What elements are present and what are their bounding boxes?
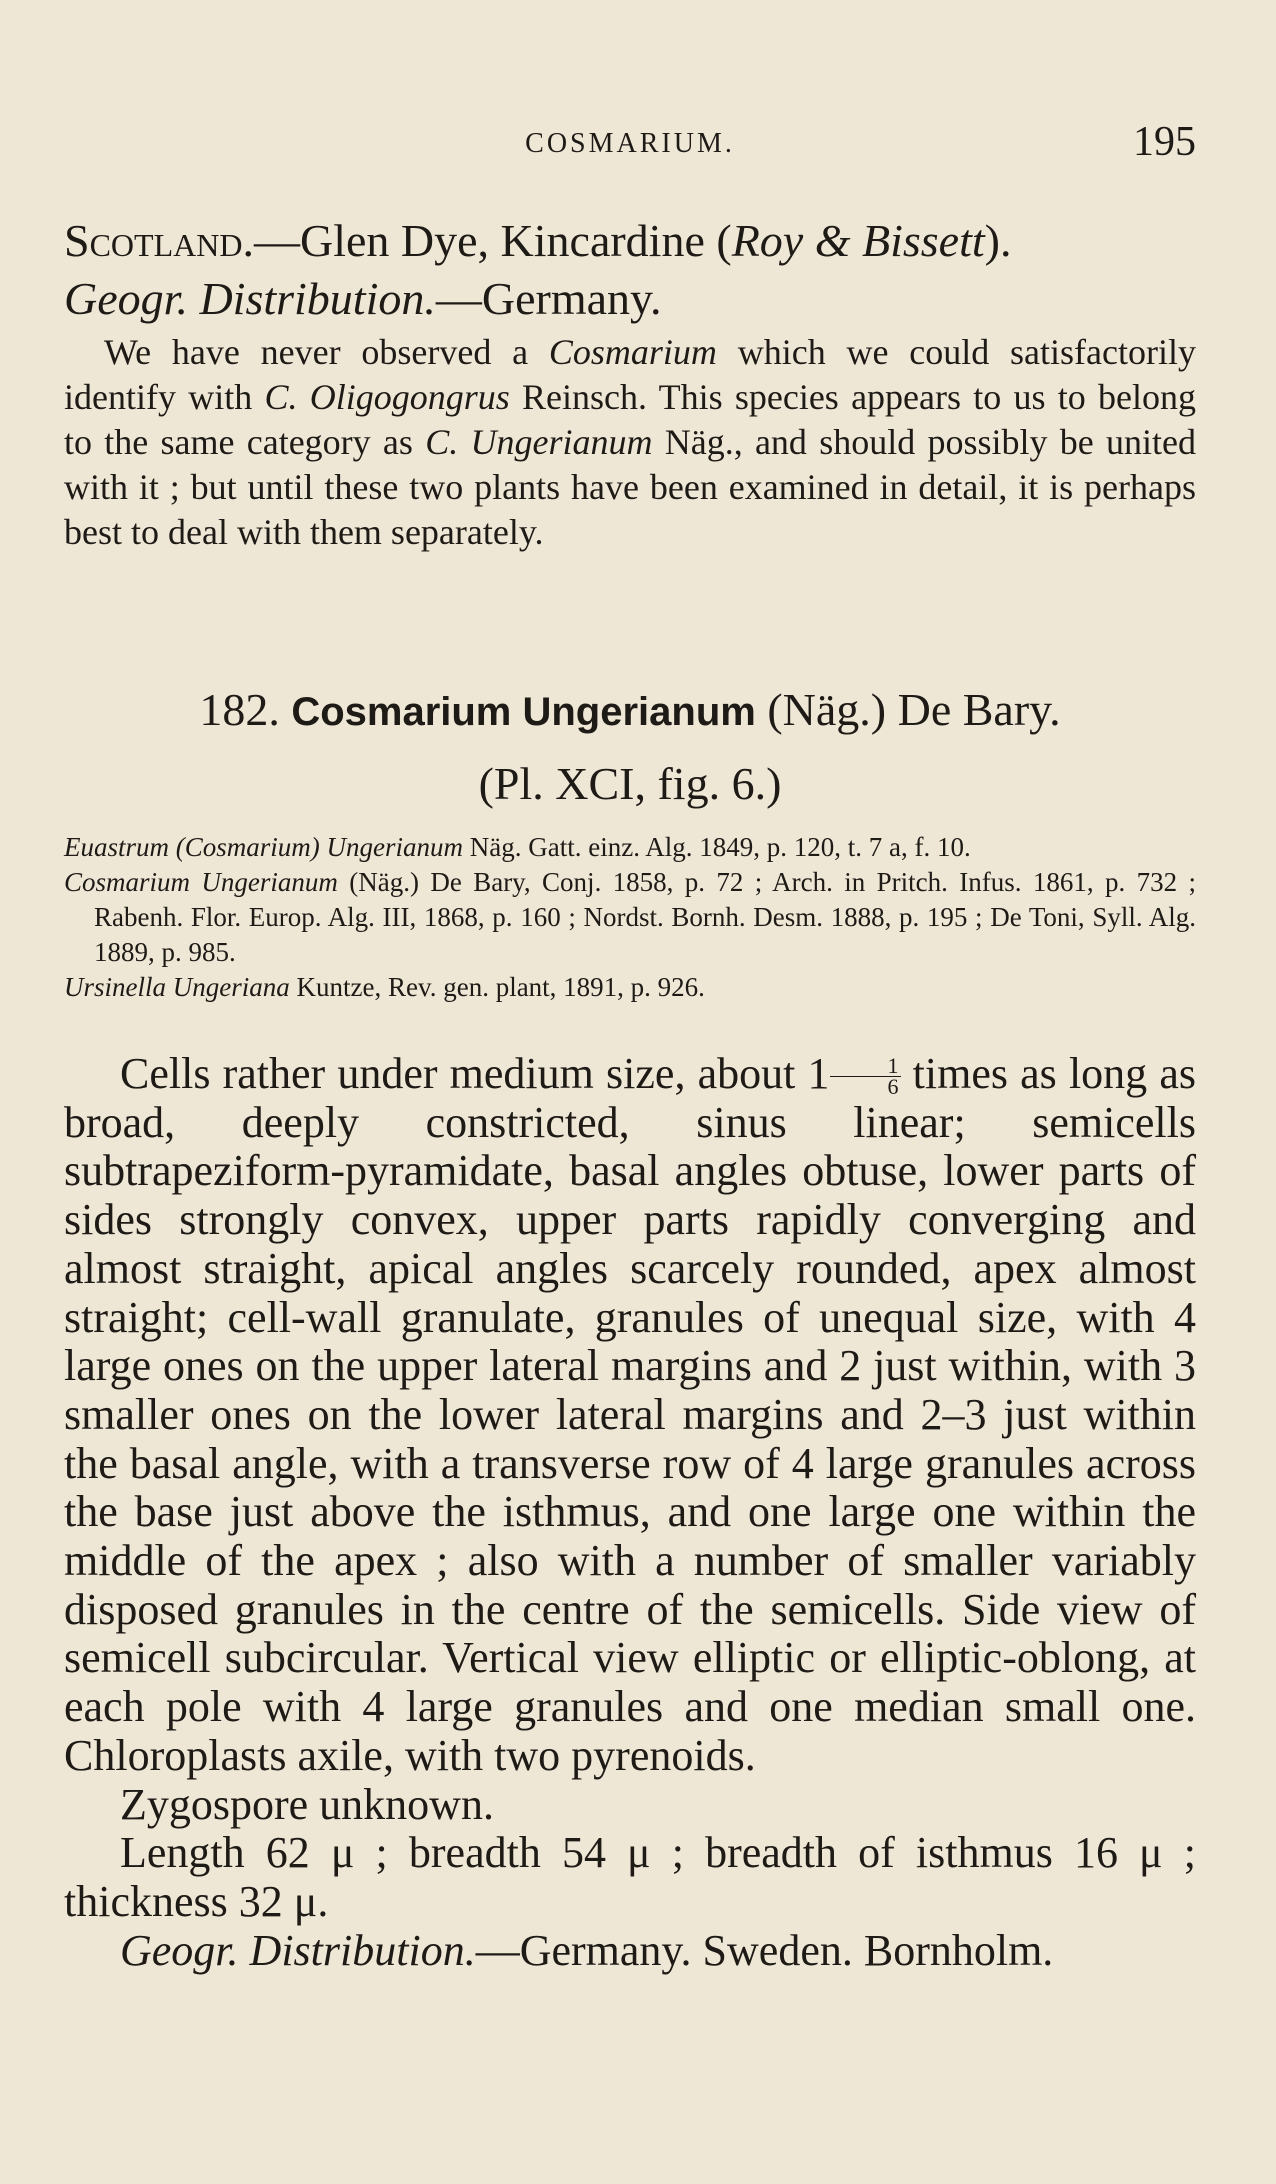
note-text: Reinsch. This species appears to us to belong to the same category as xyxy=(64,377,1196,462)
note-text: We have never observed a xyxy=(104,332,549,372)
species-heading xyxy=(64,678,1196,744)
page-number: 195 xyxy=(1133,119,1196,165)
description-text: Cells rather under medium size, about 1 xyxy=(120,1049,830,1098)
plate-reference: (Pl. XCI, fig. 6.) xyxy=(478,758,782,809)
locality-label: Scotland. xyxy=(64,215,254,266)
measurements-line: Length 62 μ ; breadth 54 μ ; breadth of isthmus 16 μ ; thickness 32 μ. xyxy=(64,1828,1196,1926)
locality-close: ). xyxy=(984,215,1012,266)
synonym-name: Cosmarium Ungerianum xyxy=(64,867,338,897)
species-description xyxy=(64,1050,1196,1975)
locality-authors: Roy & Bissett xyxy=(731,215,985,266)
note-italic: C. Oligogongrus xyxy=(264,377,510,417)
note-text: Näg., and should possibly be united with it ; but until these two plants have been examined in detail, it is perhaps best to deal with them separately. xyxy=(64,422,1196,552)
distribution-line xyxy=(64,270,1196,328)
note-text: which we could satisfactorily identify with xyxy=(64,332,1196,417)
synonym-ref: Kuntze, Rev. gen. plant, 1891, p. 926. xyxy=(289,972,705,1002)
synonym-ref: Näg. Gatt. einz. Alg. 1849, p. 120, t. 7 a, f. 10. xyxy=(463,832,971,862)
description-text: times as long as broad, deeply constricted, sinus linear; semicells subtrapeziform-pyramidate, basal angles obtuse, lower parts of sides strongly convex, upper parts rapidly converging and almost straight, apical angles scarcely rounded, apex almost straight; cell-wall granulate, granules of unequal size, with 4 large ones on the upper lateral margins and 2 just within, with 3 smaller ones on the lower lateral margins and 2–3 just within the basal angle, with a transverse row of 4 large granules across the base just above the isthmus, and one large one within the middle of the apex ; also with a number of smaller variably disposed granules in the centre of the semicells. Side view of semicell subcircular. Vertical view elliptic or elliptic-oblong, at each pole with 4 large granules and one median small one. Chloroplasts axile, with two pyrenoids. xyxy=(64,1049,1196,1780)
synonym-ref: (Näg.) De Bary, Conj. 1858, p. 72 ; Arch. in Pritch. Infus. 1861, p. 732 ; Rabenh. Flor. Europ. Alg. III, 1868, p. 160 ; Nordst. Bornh. Desm. 1888, p. 195 ; De Toni, Syll. Alg. 1889, p. 985. xyxy=(94,867,1196,967)
fraction-denominator: 6 xyxy=(887,1073,899,1099)
running-head: COSMARIUM. xyxy=(525,128,735,159)
note-italic: C. Ungerianum xyxy=(425,422,653,462)
distribution-label: Geogr. Distribution. xyxy=(120,1925,476,1975)
synonym-entry xyxy=(64,865,1196,970)
distribution-text: —Germany. xyxy=(435,273,662,324)
note-italic: Cosmarium xyxy=(548,332,717,372)
distribution-text: —Germany. Sweden. Bornholm. xyxy=(475,1925,1054,1975)
page-header xyxy=(64,118,1196,178)
species-number: 182. xyxy=(199,684,280,735)
distribution-paragraph xyxy=(64,1927,1196,1976)
locality-text: —Glen Dye, Kincardine ( xyxy=(253,215,732,266)
note-paragraph xyxy=(64,330,1196,555)
species-name: Cosmarium Ungerianum xyxy=(291,690,756,734)
species-authority: (Näg.) De Bary. xyxy=(767,684,1061,735)
fraction-numerator: 1 xyxy=(830,1056,901,1077)
synonym-entry xyxy=(64,970,1196,1005)
locality-line xyxy=(64,212,1196,270)
previous-entry xyxy=(64,212,1196,328)
synonymy xyxy=(64,830,1196,1005)
synonym-name: Ursinella Ungeriana xyxy=(64,972,290,1002)
distribution-label: Geogr. Distribution. xyxy=(64,273,436,324)
fraction xyxy=(830,1052,901,1099)
description-paragraph xyxy=(64,1050,1196,1781)
synonym-entry xyxy=(64,830,1196,865)
synonym-name: Euastrum (Cosmarium) Ungerianum xyxy=(64,832,464,862)
zygospore-line: Zygospore unknown. xyxy=(120,1779,494,1829)
